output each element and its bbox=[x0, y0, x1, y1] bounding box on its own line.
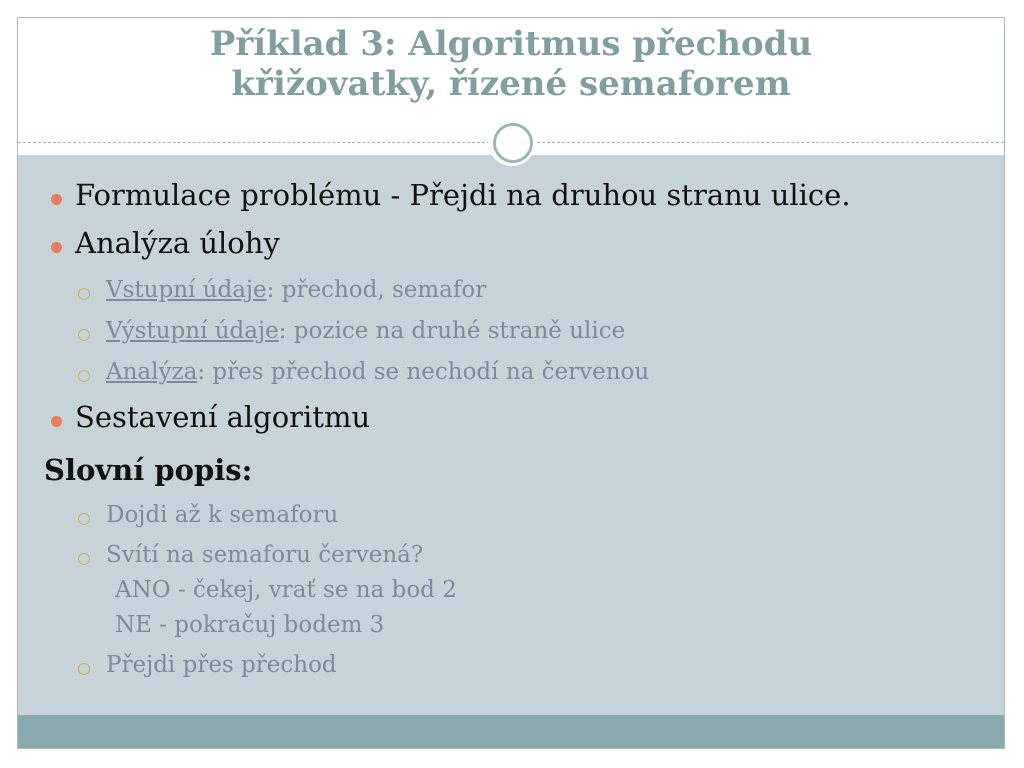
sub-bullet-vstupni bbox=[106, 277, 486, 303]
vstupni-link[interactable]: Vstupní údaje bbox=[106, 277, 267, 303]
analyza-link[interactable]: Analýza bbox=[106, 359, 198, 385]
divider-ring-icon bbox=[493, 123, 533, 163]
slide bbox=[17, 17, 1005, 749]
footer-band bbox=[18, 715, 1004, 749]
vstupni-text: : přechod, semafor bbox=[266, 277, 487, 303]
bullet-analyza: Analýza úlohy bbox=[75, 226, 280, 260]
sub-bullet-ring-icon bbox=[78, 663, 90, 675]
sub-bullet-ring-icon bbox=[78, 329, 90, 341]
sub-bullet-ring-icon bbox=[78, 288, 90, 300]
slide-title bbox=[18, 24, 1004, 104]
sub-bullet-ring-icon bbox=[78, 370, 90, 382]
sub-bullet-analyza bbox=[106, 359, 649, 385]
title-line-2: křižovatky, řízené semaforem bbox=[231, 64, 791, 104]
bullet-sestaveni: Sestavení algoritmu bbox=[75, 400, 371, 434]
sub-bullet-ring-icon bbox=[78, 553, 90, 565]
bullet-dot-icon bbox=[51, 194, 62, 205]
bullet-formulace: Formulace problému - Přejdi na druhou stranu ulice. bbox=[75, 178, 851, 212]
bullet-dot-icon bbox=[51, 242, 62, 253]
bullet-dot-icon bbox=[51, 416, 62, 427]
slovni-popis-heading: Slovní popis: bbox=[44, 453, 253, 487]
vystupni-link[interactable]: Výstupní údaje bbox=[106, 318, 279, 344]
step-2-ne: NE - pokračuj bodem 3 bbox=[115, 612, 385, 638]
step-2: Svítí na semaforu červená? bbox=[106, 542, 424, 568]
vystupni-text: : pozice na druhé straně ulice bbox=[278, 318, 626, 344]
step-3: Přejdi přes přechod bbox=[106, 652, 337, 678]
sub-bullet-vystupni bbox=[106, 318, 625, 344]
step-2-ano: ANO - čekej, vrať se na bod 2 bbox=[115, 577, 457, 603]
title-line-1: Příklad 3: Algoritmus přechodu bbox=[209, 24, 813, 64]
sub-bullet-ring-icon bbox=[78, 513, 90, 525]
analyza-text: : přes přechod se nechodí na červenou bbox=[197, 359, 650, 385]
step-1: Dojdi až k semaforu bbox=[106, 502, 339, 528]
